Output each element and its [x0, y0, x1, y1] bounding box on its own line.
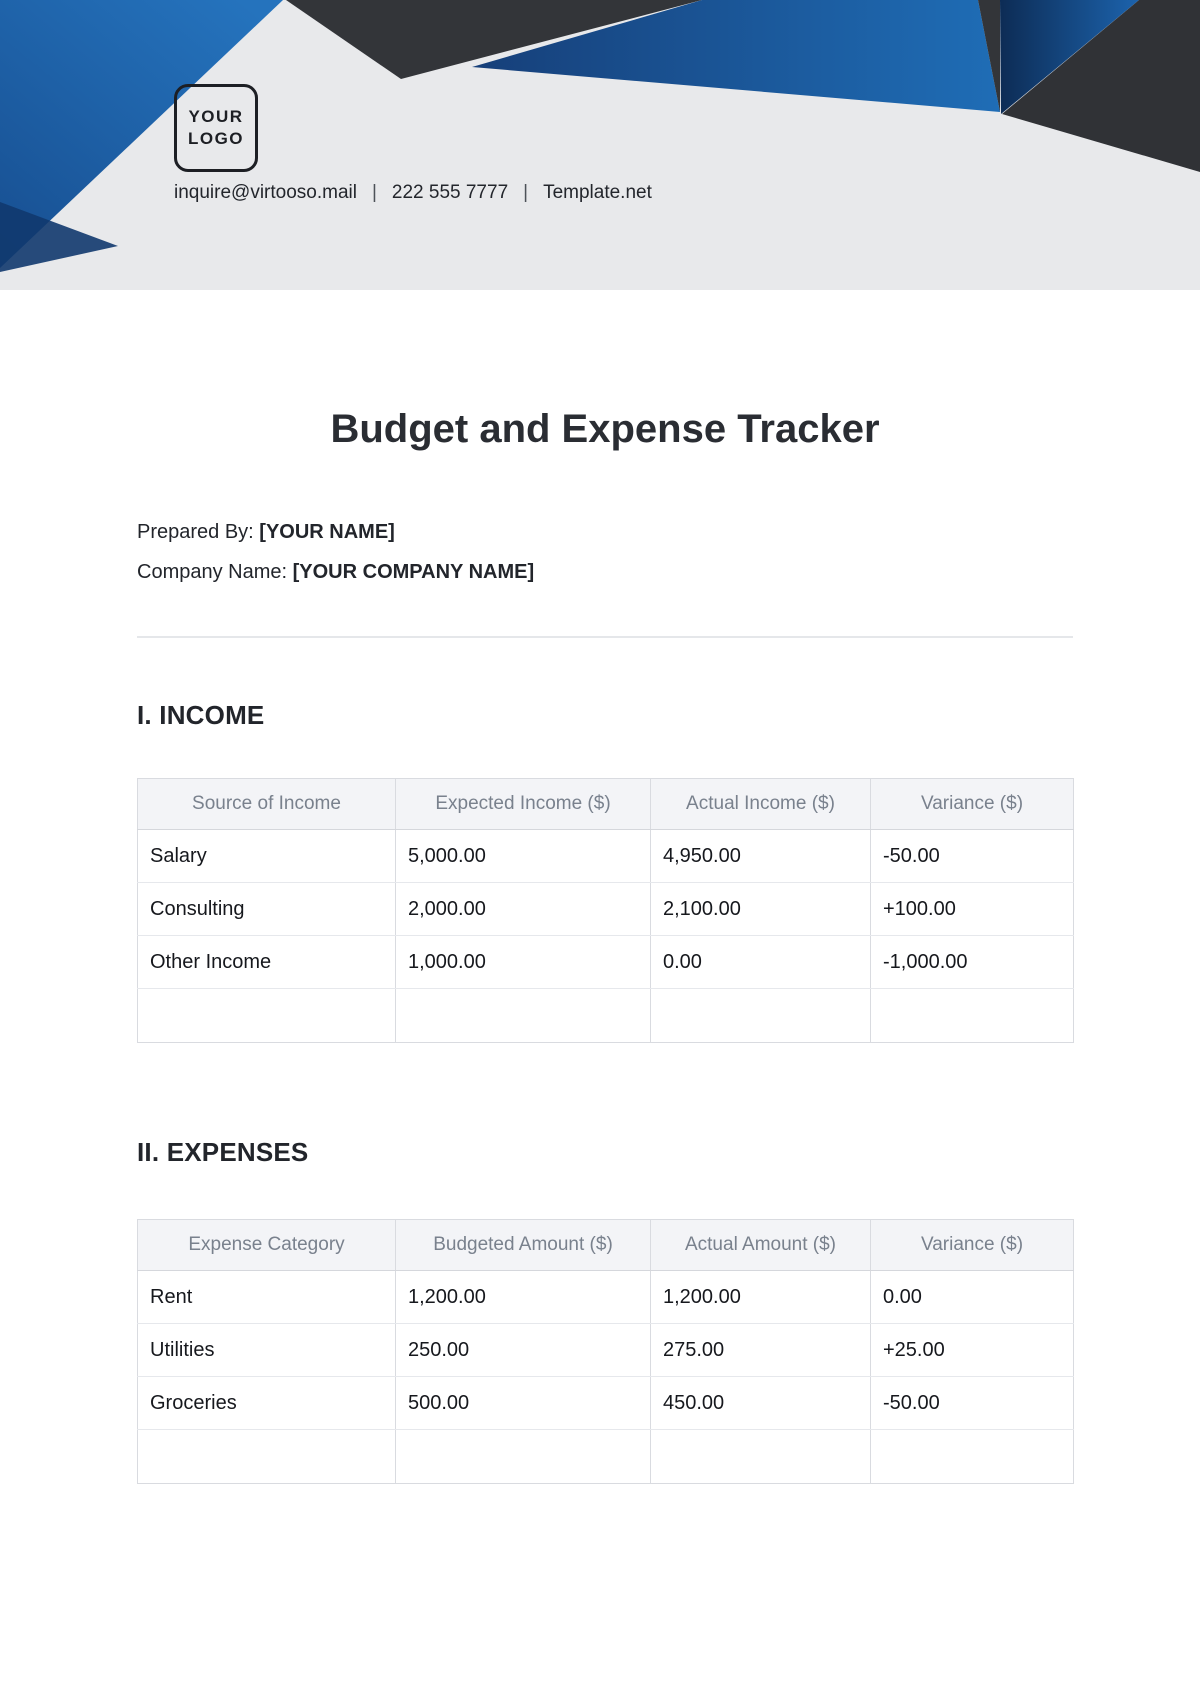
- cell: 4,950.00: [651, 830, 871, 883]
- empty-row: [138, 989, 1074, 1043]
- contact-email: inquire@virtooso.mail: [174, 182, 357, 203]
- cell: Salary: [138, 830, 396, 883]
- cell: 450.00: [651, 1377, 871, 1430]
- cell: 1,000.00: [396, 936, 651, 989]
- contact-phone: 222 555 7777: [391, 182, 509, 203]
- cell: +25.00: [871, 1324, 1074, 1377]
- column-header: Variance ($): [871, 779, 1074, 830]
- cell: 250.00: [396, 1324, 651, 1377]
- cell: [651, 989, 871, 1043]
- expenses-table: [137, 1219, 1074, 1484]
- cell: Utilities: [138, 1324, 396, 1377]
- cell: -1,000.00: [871, 936, 1074, 989]
- contact-separator: |: [371, 182, 377, 203]
- cell: Other Income: [138, 936, 396, 989]
- column-header: Expected Income ($): [396, 779, 651, 830]
- column-header: Actual Income ($): [651, 779, 871, 830]
- cell: 1,200.00: [396, 1271, 651, 1324]
- cell: [651, 1430, 871, 1484]
- contact-separator: |: [523, 182, 529, 203]
- logo-text-line1: YOUR: [188, 107, 244, 127]
- cell: [396, 1430, 651, 1484]
- cell: 5,000.00: [396, 830, 651, 883]
- header-row: [138, 1220, 1074, 1271]
- table-row: [138, 1324, 1074, 1377]
- company-name-label: Company Name:: [137, 561, 288, 583]
- section-divider: [137, 636, 1073, 638]
- income-table: [137, 778, 1074, 1043]
- column-header: Actual Amount ($): [651, 1220, 871, 1271]
- cell: 2,000.00: [396, 883, 651, 936]
- empty-row: [138, 1430, 1074, 1484]
- cell: 275.00: [651, 1324, 871, 1377]
- cell: Rent: [138, 1271, 396, 1324]
- column-header: Source of Income: [138, 779, 396, 830]
- table-row: [138, 1271, 1074, 1324]
- column-header: Budgeted Amount ($): [396, 1220, 651, 1271]
- cell: [138, 1430, 396, 1484]
- expenses-table-container: [137, 1219, 1073, 1484]
- cell: 2,100.00: [651, 883, 871, 936]
- table-row: [138, 830, 1074, 883]
- contact-line: [174, 181, 652, 205]
- company-name-value: [YOUR COMPANY NAME]: [292, 561, 535, 583]
- cell: [871, 1430, 1074, 1484]
- cell: -50.00: [871, 830, 1074, 883]
- contact-website: Template.net: [543, 182, 652, 203]
- table-row: [138, 936, 1074, 989]
- company-logo: [174, 84, 258, 172]
- cell: 500.00: [396, 1377, 651, 1430]
- cell: 1,200.00: [651, 1271, 871, 1324]
- cell: [396, 989, 651, 1043]
- expenses-section-heading: II. EXPENSES: [137, 1137, 309, 1167]
- prepared-by-value: [YOUR NAME]: [259, 521, 395, 543]
- navy-wedge-left: [0, 202, 118, 272]
- page-title: Budget and Expense Tracker: [330, 407, 880, 451]
- column-header: Expense Category: [138, 1220, 396, 1271]
- table-row: [138, 883, 1074, 936]
- income-section-heading: I. INCOME: [137, 700, 265, 730]
- cell: [871, 989, 1074, 1043]
- column-header: Variance ($): [871, 1220, 1074, 1271]
- company-name-line: [137, 560, 1073, 584]
- cell: Groceries: [138, 1377, 396, 1430]
- cell: +100.00: [871, 883, 1074, 936]
- cell: 0.00: [871, 1271, 1074, 1324]
- logo-text-line2: LOGO: [187, 129, 245, 148]
- cell: Consulting: [138, 883, 396, 936]
- cell: [138, 989, 396, 1043]
- table-row: [138, 1377, 1074, 1430]
- cell: 0.00: [651, 936, 871, 989]
- header-row: [138, 779, 1074, 830]
- prepared-by-label: Prepared By:: [137, 521, 254, 543]
- prepared-by-line: [137, 520, 1073, 544]
- cell: -50.00: [871, 1377, 1074, 1430]
- income-table-container: [137, 778, 1073, 1043]
